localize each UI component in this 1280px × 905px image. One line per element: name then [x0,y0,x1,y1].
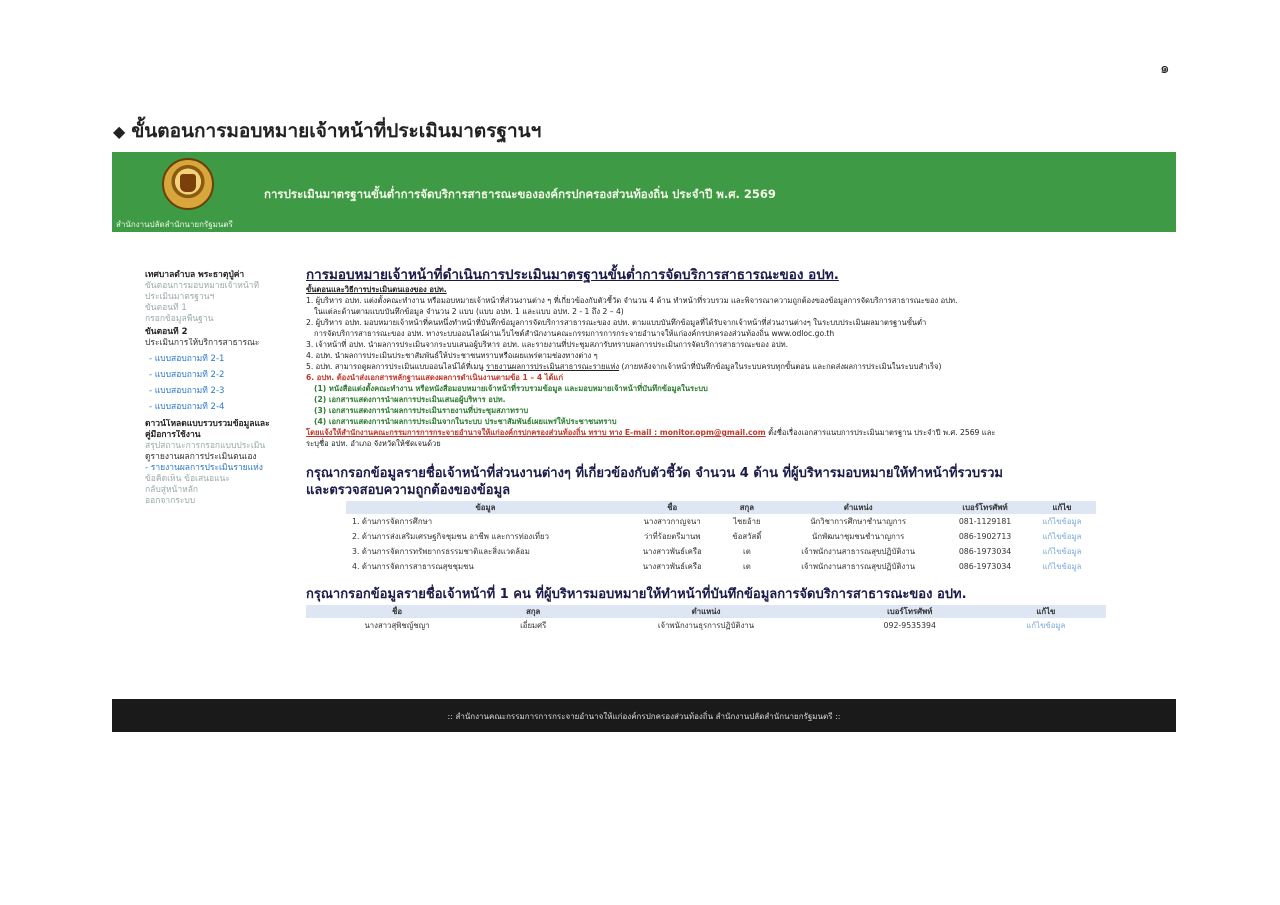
table-cell: เจ้าพนักงานธุรการปฏิบัติงาน [657,621,755,630]
table-cell: เอี่ยมศรี [520,621,547,630]
sidebar-item: ขั้นตอนที่ 2 [145,327,188,337]
table-header-cell: ตำแหน่ง [578,605,833,618]
edit-link[interactable]: แก้ไขข้อมูล [1042,532,1082,541]
table-header-cell: แก้ไข [986,605,1106,618]
required-doc-item: (2) เอกสารแสดงการนำผลการประเมินเสนอผู้บริหาร อปท. [314,395,506,404]
required-docs-list [306,383,1146,427]
sidebar-item[interactable]: ขั้นตอนที่ 1 [145,303,187,313]
sidebar-item[interactable]: ประเมินการให้บริการสาธารณะ [145,338,260,348]
table-header-cell: ชื่อ [625,501,720,514]
sidebar-form-link[interactable]: - แบบสอบถามที่ 2-1 [149,354,225,364]
step-1: 1. ผู้บริหาร อปท. แต่งตั้งคณะทำงาน หรือมอบหมายเจ้าหน้าที่ส่วนงานต่าง ๆ ที่เกี่ยวข้องกับตัวชี้วัด จำนวน 4 ด้าน ทำหน้าที่รวบรวม และพิจารณาความถูกต้องของข้อมูลการจัดบริการสาธารณะของ อปท. [306,296,958,305]
sidebar-menu [145,281,295,349]
sidebar-form-link[interactable]: - แบบสอบถามที่ 2-3 [149,386,225,396]
notice-line-2: ระบุชื่อ อปท. อำเภอ จังหวัดให้ชัดเจนด้วย [306,439,441,448]
sidebar-bottom-menu [145,441,295,507]
sidebar-download-title: ดาวน์โหลดแบบรวบรวมข้อมูลและ [145,419,270,429]
step-5-text: 5. อปท. สามารถดูผลการประเมินแบบออนไลน์ได้ที่เมนู [306,362,486,371]
site-banner [112,152,1176,232]
sidebar-form-link[interactable]: - แบบสอบถามที่ 2-2 [149,370,225,380]
banner-org: สำนักงานปลัดสำนักนายกรัฐมนตรี [116,220,233,229]
sidebar [145,268,295,507]
notice-rest: ตั้งชื่อเรื่องเอกสารแนบการประเมินมาตรฐาน ประจำปี พ.ศ. 2569 และ [765,428,996,437]
required-doc-item: (4) เอกสารแสดงการนำผลการประเมินจากในระบบ ประชาสัมพันธ์เผยแพร่ให้ประชาชนทราบ [314,417,617,426]
step-5 [306,361,1146,372]
sidebar-item[interactable]: - รายงานผลการประเมินรายแห่ง [145,463,263,473]
sidebar-item[interactable]: กรอกข้อมูลพื้นฐาน [145,314,214,324]
table-header-cell: สกุล [488,605,578,618]
table-cell: เจ้าพนักงานสาธารณสุขปฏิบัติงาน [801,547,916,556]
table-cell: 081-1129181 [958,517,1012,526]
sidebar-item[interactable]: ประเมินมาตรฐานฯ [145,292,215,302]
edit-link[interactable]: แก้ไขข้อมูล [1042,517,1082,526]
table-row [346,514,1096,529]
table-cell: นางสาวกาญจนา [643,517,701,526]
edit-link[interactable]: แก้ไขข้อมูล [1026,621,1066,630]
table-cell: 2. ด้านการส่งเสริมเศรษฐกิจชุมชน อาชีพ และการท่องเที่ยว [352,532,549,541]
sidebar-org-name: เทศบาลตำบล พระธาตุปู่ค่า [145,270,245,280]
diamond-bullet-icon: ◆ [113,122,126,141]
table-header-cell: เบอร์โทรศัพท์ [942,501,1028,514]
public-report-link[interactable]: รายงานผลการประเมินสาธารณะรายแห่ง [485,362,620,371]
step-2: 2. ผู้บริหาร อปท. มอบหมายเจ้าหน้าที่คนหนึ่งทำหน้าที่บันทึกข้อมูลการจัดบริการสาธารณะของ อปท. ตามแบบบันทึกข้อมูลที่ได้รับจากเจ้าหน้าที่ส่วนงานต่างๆ ในระบบประเมินผลมาตรฐานขั้นต่ำ [306,318,927,327]
table-cell: ไชยอ้าย [733,517,761,526]
table-cell: 086-1902713 [958,532,1012,541]
section2-title: กรุณากรอกข้อมูลรายชื่อเจ้าหน้าที่ 1 คน ที่ผู้บริหารมอบหมายให้ทำหน้าที่บันทึกข้อมูลการจัดบริการสาธารณะของ อปท. [306,587,967,602]
main-title: การมอบหมายเจ้าหน้าที่ดำเนินการประเมินมาตรฐานขั้นต่ำการจัดบริการสาธารณะของ อปท. [306,267,839,283]
step-2-cont: การจัดบริการสาธารณะของ อปท. ทางระบบออนไลน์ผ่านเว็บไซต์สำนักงานคณะกรรมการการกระจายอำนาจให้แก่องค์กรปกครองส่วนท้องถิ่น www.odloc.go.th [314,329,835,338]
table-cell: นางสาวสุพิชญ์ชญา [364,621,430,630]
table-row [306,618,1106,633]
sidebar-item[interactable]: ข้อคิดเห็น ข้อเสนอแนะ [145,474,230,484]
step-1-cont: ในแต่ละด้านตามแบบบันทึกข้อมูล จำนวน 2 แบบ (แบบ อปท. 1 และแบบ อปท. 2 - 1 ถึง 2 – 4) [314,307,624,316]
table-cell: นางสาวพันธ์เครือ [642,562,702,571]
table-cell: เต [743,547,751,556]
table-cell: 092-9535394 [883,621,936,630]
sidebar-item[interactable]: กลับสู่หน้าหลัก [145,485,199,495]
notice-email-link[interactable]: โดยแจ้งให้สำนักงานคณะกรรมการการกระจายอำนาจให้แก่องค์กรปกครองส่วนท้องถิ่น ทราบ ทาง E-mail : monitor.opm@gmail.com [306,428,766,437]
site-footer [112,699,1176,732]
steps-heading: ขั้นตอนและวิธีการประเมินตนเองของ อปท. [306,285,447,294]
table-cell: นักวิชาการศึกษาชำนาญการ [810,517,907,526]
document-heading [113,116,541,146]
table-header-cell: เบอร์โทรศัพท์ [834,605,986,618]
table-cell: เจ้าพนักงานสาธารณสุขปฏิบัติงาน [801,562,916,571]
banner-title: การประเมินมาตรฐานขั้นต่ำการจัดบริการสาธารณะขององค์กรปกครองส่วนท้องถิ่น ประจำปี พ.ศ. 2569 [264,187,776,201]
step-3: 3. เจ้าหน้าที่ อปท. นำผลการประเมินจากระบบเสนอผู้บริหาร อปท. และรายงานที่ประชุมสภารับทราบผลการประเมินการจัดบริการสาธารณะของ อปท. [306,340,789,349]
table-cell: 3. ด้านการจัดการทรัพยากรธรรมชาติและสิ่งแวดล้อม [352,547,530,556]
sidebar-item[interactable]: ขั้นตอนการมอบหมายเจ้าหน้าที่ [145,281,260,291]
table-cell: ข้อสวัสดิ์ [732,532,762,541]
table-row [346,544,1096,559]
sidebar-download-title-2: คู่มือการใช้งาน [145,430,201,440]
table-cell: 4. ด้านการจัดการสาธารณสุขชุมชน [352,562,474,571]
footer-text: :: สำนักงานคณะกรรมการการกระจายอำนาจให้แก่องค์กรปกครองส่วนท้องถิ่น สำนักงานปลัดสำนักนายกรัฐมนตรี :: [447,712,841,721]
screenshot-frame [112,152,1176,732]
notice [306,427,1146,438]
table-cell: 1. ด้านการจัดการศึกษา [352,517,433,526]
section1-title-line1: กรุณากรอกข้อมูลรายชื่อเจ้าหน้าที่ส่วนงานต่างๆ ที่เกี่ยวข้องกับตัวชี้วัด จำนวน 4 ด้าน ที่ผู้บริหารมอบหมายให้ทำหน้าที่รวบรวม [306,466,1003,481]
edit-link[interactable]: แก้ไขข้อมูล [1042,547,1082,556]
table-cell: เต [743,562,751,571]
required-doc-item: (3) เอกสารแสดงการนำผลการประเมินรายงานที่ประชุมสภาทราบ [314,406,529,415]
government-emblem-icon [162,158,214,210]
table-cell: นางสาวพันธ์เครือ [642,547,702,556]
table-header-cell: ชื่อ [306,605,488,618]
edit-link[interactable]: แก้ไขข้อมูล [1042,562,1082,571]
table-row [346,529,1096,544]
table-cell: ว่าที่ร้อยตรีมานพ [643,532,701,541]
step-5-note: (ภายหลังจากเจ้าหน้าที่บันทึกข้อมูลในระบบครบทุกขั้นตอน และกดส่งผลการประเมินในระบบสำเร็จ) [619,362,942,371]
sidebar-form-link[interactable]: - แบบสอบถามที่ 2-4 [149,402,225,412]
section1-title-line2: และตรวจสอบความถูกต้องของข้อมูล [306,483,511,498]
page-number: ๑ [1160,59,1170,77]
main-content [306,267,1146,633]
table-header-cell: สกุล [720,501,775,514]
staff-table [346,501,1096,574]
table-cell: 086-1973034 [958,547,1012,556]
sidebar-item[interactable]: สรุปสถานะการกรอกแบบประเมิน [145,441,266,451]
table-header-cell: ตำแหน่ง [774,501,942,514]
sidebar-item[interactable]: ดูรายงานผลการประเมินตนเอง [145,452,257,462]
table-cell: 086-1973034 [958,562,1012,571]
table-header-cell: ข้อมูล [346,501,625,514]
sidebar-item[interactable]: ออกจากระบบ [145,496,196,506]
step-4: 4. อปท. นำผลการประเมินประชาสัมพันธ์ให้ประชาชนทราบหรือเผยแพร่ตามช่องทางต่าง ๆ [306,351,598,360]
table-header-cell: แก้ไข [1028,501,1096,514]
recorder-table [306,605,1106,633]
document-heading-text: ขั้นตอนการมอบหมายเจ้าหน้าที่ประเมินมาตรฐานฯ [131,120,542,142]
sidebar-forms [145,354,295,413]
section1-title [306,465,1146,499]
step-6: 6. อปท. ต้องนำส่งเอกสารหลักฐานแสดงผลการดำเนินงานตามข้อ 1 – 4 ได้แก่ [306,373,564,382]
required-doc-item: (1) หนังสือแต่งตั้งคณะทำงาน หรือหนังสือมอบหมายเจ้าหน้าที่รวบรวมข้อมูล และมอบหมายเจ้าหน้าที่บันทึกข้อมูลในระบบ [314,384,708,393]
table-row [346,559,1096,574]
table-cell: นักพัฒนาชุมชนชำนาญการ [812,532,905,541]
